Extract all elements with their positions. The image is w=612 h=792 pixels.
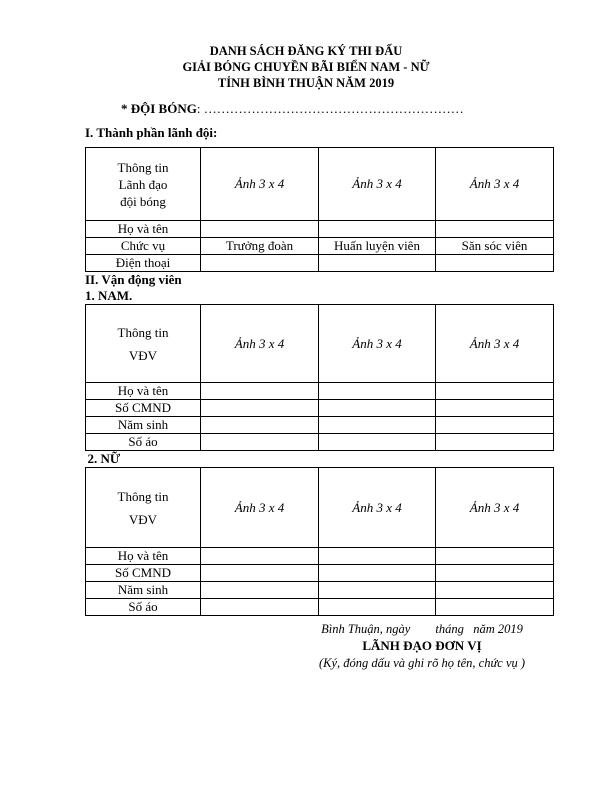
row-label: Chức vụ bbox=[86, 238, 201, 255]
entry-cell[interactable] bbox=[436, 565, 554, 582]
entry-cell[interactable] bbox=[319, 400, 436, 417]
entry-cell[interactable] bbox=[201, 434, 319, 451]
entry-cell[interactable] bbox=[319, 383, 436, 400]
table-row bbox=[86, 383, 554, 400]
entry-cell[interactable] bbox=[319, 221, 436, 238]
men-title: 1. NAM. bbox=[85, 288, 133, 303]
entry-cell[interactable] bbox=[436, 548, 554, 565]
entry-cell[interactable] bbox=[201, 221, 319, 238]
entry-cell[interactable] bbox=[201, 599, 319, 616]
entry-cell[interactable] bbox=[319, 434, 436, 451]
table-row bbox=[86, 434, 554, 451]
row-label: Họ và tên bbox=[86, 548, 201, 565]
table-row bbox=[86, 417, 554, 434]
entry-cell[interactable] bbox=[319, 599, 436, 616]
entry-cell[interactable] bbox=[436, 400, 554, 417]
men-photo-row bbox=[86, 305, 554, 383]
entry-cell[interactable] bbox=[319, 582, 436, 599]
athlete-info-line: Thông tin bbox=[117, 324, 169, 340]
position-cell: Huấn luyện viên bbox=[319, 238, 436, 255]
team-name-field[interactable]: …………………………………………………… bbox=[203, 101, 464, 116]
athlete-info-cell bbox=[86, 305, 201, 383]
entry-cell[interactable] bbox=[436, 255, 554, 272]
row-label: Điện thoại bbox=[86, 255, 201, 272]
table-row bbox=[86, 599, 554, 616]
leaders-photo-row bbox=[86, 148, 554, 221]
doc-title-line3: TỈNH BÌNH THUẬN NĂM 2019 bbox=[217, 76, 395, 90]
row-label: Năm sinh bbox=[86, 417, 201, 434]
photo-slot[interactable]: Ảnh 3 x 4 bbox=[201, 468, 319, 548]
table-row bbox=[86, 400, 554, 417]
women-photo-row bbox=[86, 468, 554, 548]
place-date: Bình Thuận, ngày tháng năm 2019 bbox=[321, 622, 523, 636]
athlete-info-line: VĐV bbox=[128, 511, 158, 527]
women-title: 2. NỮ bbox=[86, 451, 554, 468]
team-colon: : bbox=[196, 101, 201, 116]
table-row bbox=[86, 221, 554, 238]
athlete-info-cell bbox=[86, 468, 201, 548]
leaders-info-cell bbox=[86, 148, 201, 221]
entry-cell[interactable] bbox=[201, 383, 319, 400]
position-cell: Trưởng đoàn bbox=[201, 238, 319, 255]
row-label: Số CMND bbox=[86, 400, 201, 417]
athletes-table bbox=[85, 304, 554, 616]
photo-slot[interactable]: Ảnh 3 x 4 bbox=[436, 305, 554, 383]
entry-cell[interactable] bbox=[319, 565, 436, 582]
doc-title-line2: GIẢI BÓNG CHUYỀN BÃI BIỂN NAM - NỮ bbox=[182, 60, 430, 74]
entry-cell[interactable] bbox=[201, 255, 319, 272]
signature-note: (Ký, đóng dấu và ghi rõ họ tên, chức vụ ) bbox=[318, 656, 526, 670]
leaders-info-line: Thông tin bbox=[117, 159, 169, 175]
team-label: * ĐỘI BÓNG bbox=[121, 101, 197, 116]
row-label: Số áo bbox=[86, 434, 201, 451]
photo-slot[interactable]: Ảnh 3 x 4 bbox=[319, 468, 436, 548]
entry-cell[interactable] bbox=[201, 400, 319, 417]
entry-cell[interactable] bbox=[436, 599, 554, 616]
entry-cell[interactable] bbox=[436, 221, 554, 238]
section2-title: II. Vận động viên bbox=[85, 272, 182, 287]
entry-cell[interactable] bbox=[201, 565, 319, 582]
table-row bbox=[86, 255, 554, 272]
table-row bbox=[86, 548, 554, 565]
entry-cell[interactable] bbox=[201, 548, 319, 565]
leaders-table bbox=[85, 147, 554, 272]
athlete-info-line: VĐV bbox=[128, 347, 158, 363]
signature-title: LÃNH ĐẠO ĐƠN VỊ bbox=[362, 638, 482, 653]
entry-cell[interactable] bbox=[319, 548, 436, 565]
team-line bbox=[121, 101, 464, 117]
entry-cell[interactable] bbox=[319, 255, 436, 272]
table-row bbox=[86, 582, 554, 599]
row-label: Họ và tên bbox=[86, 221, 201, 238]
photo-slot[interactable]: Ảnh 3 x 4 bbox=[319, 148, 436, 221]
athlete-info-line: Thông tin bbox=[117, 488, 169, 504]
section1-title: I. Thành phần lãnh đội: bbox=[85, 125, 218, 140]
leaders-info-line: Lãnh đạo bbox=[118, 176, 168, 192]
doc-title-line1: DANH SÁCH ĐĂNG KÝ THI ĐẤU bbox=[209, 44, 403, 58]
photo-slot[interactable]: Ảnh 3 x 4 bbox=[436, 468, 554, 548]
position-cell: Săn sóc viên bbox=[436, 238, 554, 255]
women-title-row bbox=[86, 451, 554, 468]
row-label: Năm sinh bbox=[86, 582, 201, 599]
table-row bbox=[86, 238, 554, 255]
entry-cell[interactable] bbox=[436, 417, 554, 434]
entry-cell[interactable] bbox=[319, 417, 436, 434]
row-label: Họ và tên bbox=[86, 383, 201, 400]
photo-slot[interactable]: Ảnh 3 x 4 bbox=[201, 305, 319, 383]
photo-slot[interactable]: Ảnh 3 x 4 bbox=[201, 148, 319, 221]
entry-cell[interactable] bbox=[436, 582, 554, 599]
table-row bbox=[86, 565, 554, 582]
entry-cell[interactable] bbox=[436, 383, 554, 400]
row-label: Số áo bbox=[86, 599, 201, 616]
entry-cell[interactable] bbox=[201, 582, 319, 599]
photo-slot[interactable]: Ảnh 3 x 4 bbox=[436, 148, 554, 221]
entry-cell[interactable] bbox=[201, 417, 319, 434]
leaders-info-line: đội bóng bbox=[120, 193, 166, 209]
photo-slot[interactable]: Ảnh 3 x 4 bbox=[319, 305, 436, 383]
row-label: Số CMND bbox=[86, 565, 201, 582]
entry-cell[interactable] bbox=[436, 434, 554, 451]
